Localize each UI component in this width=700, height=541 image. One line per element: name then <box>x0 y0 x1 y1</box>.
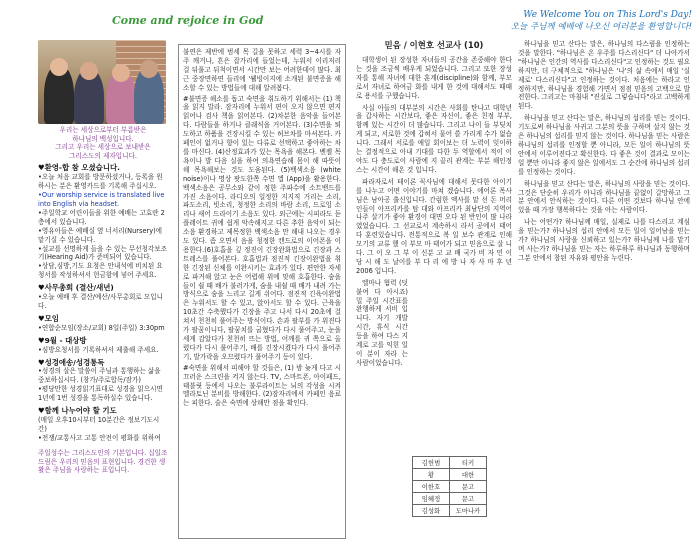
welcome-item: •영유아들은 예배실 옆 너서리(Nursery)에 맡기실 수 있습니다. <box>38 226 163 244</box>
bible-item: •평당만한 성경읽기표대로 성경을 읽으시면 1년에 1번 성경을 통독하실수 있습니다. <box>38 385 163 403</box>
article-paragraph: #불면증 해소를 돕고 숙면을 취도하기 위해서는 (1) 책을 읽지 말라. 잠자리에 누워서 편이 오지 않으면 편지 읽어나 검사 책을 읽어본다. (2)차분한 음악을 들어본다. 다람들을 하거나 클래식을 거어본다. (3)수면을 퇴도하고 하품을 건장시킬 수 있는 허브차를 마셔본다. 카페인이 없거나 향이 있는 다류로 선택하고 좋아하는 차를 마신다. (4)산정효과가 있는 목욕을 해본다. 벤젤 목욕이나 발 다음 실을 하여 의욕연습해 몸이 해 따뜻이 해 목욕해보는 것도 도움된다. (5)백색소음 (white noise)이나 명상 팟도한쪽 수면 앱 (App)을 활용한다. 백색소음은 공무소와 같이 정한 주파수에 소트밴드를 가진 소음이다. 라디오의 일정한 지지직 거리는 소리, 파도소리, 빗소리, 청정한 소리의 바람 소리, 드로잉 소리나 새어 드라이기 소음도 있다. 외근에는 시피라도 듣 플레이트 귀에 쉽게 악속해지고 다른 추한 음악이 되는 소음 환경하고 제목정한 백색소음 만 해내 나오는 경우도 있다. 좀 오면서 음을 청정한 캔드로의 이어폰을 이용한다.(6)호흡을 깊 정진이 긴장완화법으로 긴장과 스트레스를 풀어본다. 호흡법과 점진적 긴장이완법을 취한 긴장된 신체를 이완시키는 효과가 있다. 편안한 자세로 파거해 앉고 눈은 어렵해 위에 맞해 호흡한다. 숨을 들이 쉴 때 배가 불러가게, 숨을 내쉴 때 배가 내려 가는 방식으로 숨을 느리고 길게 쉬어다. 점진적 긴육이완법은 누워서도 할 수 있고, 앉아서도 할 수 있다. 근육을 10초간 수축했다가 긴장을 주고 나서 다시 20초에 걸쳐서 천천히 풀어주는 방식이다. 손과 팔부를 가 위진다가 팔꿈이니다, 팔꿈치를 굽혔다가 다시 풀어주고, 눈을 세게 감았다가 천천히 뜨는 방법, 어깨를 귀 쪽으로 올렸다가 다시 풀어주기, 배를 긴장시켰다가 다시 풀어주기, 발가락을 오므렸다가 풀어주기 등이 있다. <box>183 94 341 361</box>
table-cell: 김성화 <box>413 505 450 517</box>
meditation-paragraph: 하나님을 믿고 산다는 말은, 하나님의 사랑을 믿는 것이다. 그것은 단순히 우리가 아니라 하나님을 끝없이 갈망하고 그분 안에서 안식하는 것이다. 다른 어떤 것보다 하나님 안에 있을 때 가장 행복하다는 것을 아는 사람이다. <box>518 179 690 215</box>
table-cell: 티키 <box>450 457 487 469</box>
table-row <box>413 469 487 481</box>
table-cell: 임혜정 <box>413 493 450 505</box>
welcome-item: •오늘 처음 교회를 방문하셨거나, 등록을 원하시는 분은 환영카드를 기록해 주십시오. <box>38 173 163 191</box>
table-row <box>413 493 487 505</box>
welcome-item: •상담,심방,기도 요청은 안내석에 비치된 요청서를 작성하셔서 헌금함에 넣어 주세요. <box>38 262 163 280</box>
story-title: 믿음 / 이현호 선교사 (10) <box>384 40 484 50</box>
meditation-paragraph: 나는 어떤가? 하나님께 매일, 실제로 나를 다스리고 계심을 믿는가? 하나님의 섭리 안에서 모든 일이 일어남을 믿는가? 하나님의 사랑을 신뢰하고 있는가? 하나님께 나를 맡기며 사는가? 하나님을 믿는 자는 하루하루 하나님과 동행하며 그분 안에서 참된 자유와 평안을 누린다. <box>518 218 690 262</box>
prayer-item: •전쟁/교통사고 고통 안전이 평화를 위하여 <box>38 433 161 442</box>
table-cell: 문고 <box>450 481 487 493</box>
meditation-paragraph: 하나님을 믿고 산다는 말은, 하나님의 다스림을 인정하는 것을 말한다. "하나님은 온 우주를 다스리신다" 더 나아가서 "하나님은 인간의 역사를 다스리신다"고 인정하는 것도 필요하지만, 더 구체적으로 "하나님은 '나'의 삶 속에서 매일 '실제로' 다스리신다"고 인정하는 것이다. 처음에는 하라고 인정하지만, 하나님을 경험해 가면서 점점 믿음의 고백으로 발전한다. 그리고는 마침내 "진실로 그렇습니다"라고 고백하게 된다. <box>518 40 690 111</box>
table-row <box>413 457 487 469</box>
table-cell: 황 <box>413 469 450 481</box>
welcome-section-title: ♥환영-합 참 오셨습니다. <box>38 163 120 173</box>
story-paragraph: 엘마나 혐력 (덧붙여 다 아시죠) 밀 주일 시간표를 완행하게 서비 입니다. 자기 개발 시간, 휴식 시간 등을 하여 다스 지 계로 고를 익힌 일 이 분이 자라 는 사람이었습니다. <box>356 278 408 367</box>
welcome-item-english: •Our worship service is translated live into English via headset. <box>38 191 165 208</box>
story-paragraph: 사실 아들의 대부분의 시간은 사회를 탄나고 대학년을 갑사하는 시간보다, 좋은 자신이, 좋은 친정 부부, 함께 있는 시간이 더 많습니다. 그리고 나이 들 부딪치게 되고, 서로한 것에 갑혀서 물어 쓸 가리게 수가 없습니다. 그래서 서로를 애일 회이보는 더 노력이 잊이하는 결정적으로 아내 기대를 다한 두 역할에서 적이 이야도 다 충도로이 사람에 지 끝리 관계는 부분 해인정스는 시간이 해온 것 입니다. <box>356 103 512 174</box>
table-cell: 김헌범 <box>413 457 450 469</box>
welcome-item: •주일학교 어린이들을 위한 예배는 고효란 2층에서 있습니다. <box>38 208 165 226</box>
bible-item: •성경의 살은 말씀이 주님과 통행하는 삶을 중보하십시다. (창가/주로합독/잠가) <box>38 367 161 385</box>
bible-section-title: ♥성경애송/성경통독 <box>38 357 105 367</box>
visit-section-title: ♥9월 - 대상방 <box>38 335 87 345</box>
prayer-item: (매일 오후10시부터 10분간은 정보기도시간) <box>38 415 160 433</box>
header-welcome <box>511 9 692 33</box>
gathering-section-title: ♥모임 <box>38 313 59 323</box>
prayer-section-title: ♥함께 나누어야 할 기도 <box>38 406 117 416</box>
welcome-item: •설교를 선명하게 들을 수 있는 무선청각보조기(Hearing Aid)가 준비되어 있습니다. <box>38 244 168 262</box>
header-left-title: Come and rejoice in God <box>112 14 264 27</box>
column-announcements <box>38 40 168 535</box>
table-row <box>413 481 487 493</box>
person-head <box>112 64 130 82</box>
person-head <box>80 62 98 80</box>
column-faith-meditation <box>518 40 690 535</box>
article-paragraph: #숙면을 위해서 피해야 할 것들은, (1) 밤 늦게 다고 시끄러운 스크린을 켜지 않는다. TV, 스마트폰, 아이패드, 태블릿 등에서 나오는 불루라이트는 뇌의 각성을 시켜 멜라토닌 분비를 방해한다. (2)잠자리에서 카페인 음료는 피한다. 술은 숙면에 상해만 점을 확인다. <box>183 363 341 408</box>
table-cell: 도마나카 <box>450 505 487 517</box>
gathering-item: •연합순모임(장소/교회) 8일(주일) 3:30pm <box>38 323 165 332</box>
duty-table <box>412 456 487 517</box>
column-sleep-article <box>178 44 346 539</box>
pastor-family-photo <box>38 40 166 124</box>
story-paragraph: 파라자로서 테이론 꼭사님에 대해서 못다한 아이기를 나누고 어떤 이야기를 마쳐 겠습니다. 에어론 목사님은 남아공 출신입니다. 간럼한 액사를 맡 선 돈 머리인들이 아프리카를 탐 대와 아프리카 최남단의 지역어 나주 살기가 좋아 환경이 대면 오다 된 반인이 많 나라였었습니다. 그 선교로서 계속하시 라서 공에서 태어 다 훈련있습니다. 전통적으로 복 일 보수 관계로 인해 모기의 교류 했 이 부모 마 태어가 되고 믿음으로 살 니다. 그 이 오 그 부 이 신분 고 교 배 국가 비 자 민 이 당 시 해 도 날이를 부 다 리 에 방 나 자 사 마 후 년 2006 입니다. <box>356 177 512 275</box>
photo-caption: 우리는 세상으로부터 부름받은 하나님의 백성입니다. 그리고 우리는 세상으로 보내받은 그리스도의 제자입니다. <box>55 126 151 160</box>
welcome-english: We Welcome You on This Lord's Day! <box>523 10 692 20</box>
footer-motto: 주일성수는 그리스도인의 기본입니다. 십일조 드림은 우리의 믿음의 표현입니다. 경건한 생활은 주님을 사랑하는 표입니다. <box>38 448 168 475</box>
story-paragraph: 대학생이 된 장성한 자녀들의 공간을 존중해야 한다는 것을 조금씩 배우게 되었습니다. 그리고 또한 장성자를 통해 자녀에 대한 훈계(discipline)와 함께, 부모로서 자녀로 하여금 화를 내게 한 것에 대해서도 때때로 용서를 구했습니다. <box>356 56 512 100</box>
table-row <box>413 505 487 517</box>
welcome-korean: 오늘 주님께 예배에 나오신 여러분을 환영합니다! <box>510 22 692 32</box>
meditation-paragraph: 하나님을 믿고 산다는 말은, 하나님의 섭리를 믿는 것이다. 기도로써 하나님을 사귀고 그분의 뜻을 구하며 살지 않는 것은 하나님의 섭리를 믿지 않는 것이다. 하나님을 믿는 사람은 하나님의 섭리를 인정할 뿐 아니라, 모든 일이 하나님의 뜻 안에서 이루어진다고 확신한다. 다 좋은 것이 결과로 모이는 일 뿐만 아니라 좋지 않은 일에서도 그 순간에 하나님의 섭리를 인정하는 것이다. <box>518 114 690 176</box>
person-head <box>50 58 68 76</box>
meeting-item: •오늘 예배 후 결산/예산/사무총회로 모입니다. <box>38 293 163 310</box>
table-cell: 대한 <box>450 469 487 481</box>
table-cell: 문고 <box>450 493 487 505</box>
person-head <box>140 60 158 78</box>
meeting-section-title: ♥사무총회 (결산/새년) <box>38 283 114 293</box>
article-paragraph: 불연은 제반에 범세 목 길을 못하고 세력 3~4시를 자주 깨거나, 흔은 잡가리에 들었는데, 누워서 이리저리 걸 뒤풀고 뒤척이면서 시간만 보는 어려한데이 많다. 최근 중장면하연 들리에 '웰빙이지에 소개된 불면증을 해소할 수 있는 방법들에 대해 알려봅다. <box>183 48 341 92</box>
visit-item: •심방요청서를 기록하셔서 제출해 주세요. <box>38 345 159 354</box>
table-cell: 이한호 <box>413 481 450 493</box>
